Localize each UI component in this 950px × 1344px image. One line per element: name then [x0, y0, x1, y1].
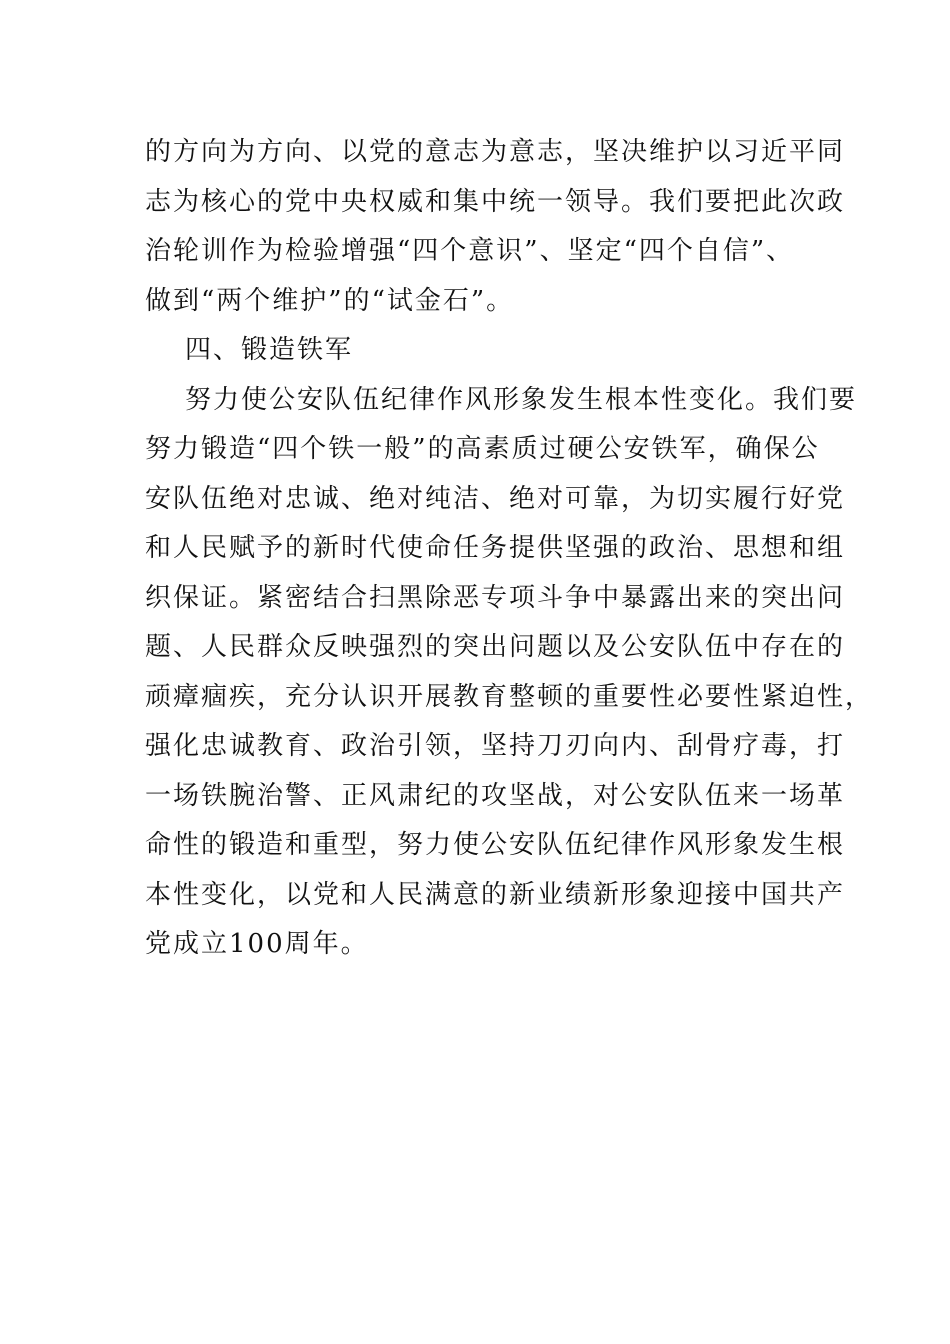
section-heading: 四、锻造铁军: [185, 335, 354, 365]
text-line: 题、人民群众反映强烈的突出问题以及公安队伍中存在的: [145, 632, 846, 662]
text-line: 努力使公安队伍纪律作风形象发生根本性变化。我们要: [185, 384, 858, 415]
text-line: 安队伍绝对忠诚、绝对纯洁、绝对可靠，为切实履行好党: [145, 483, 846, 514]
text-line: 党成立100周年。: [145, 929, 369, 959]
text-line: 本性变化，以党和人民满意的新业绩新形象迎接中国共产: [145, 879, 846, 910]
text-line: 顽瘴痼疾，充分认识开展教育整顿的重要性必要性紧迫性，: [145, 681, 874, 712]
document-body: [145, 128, 874, 970]
text-line: 治轮训作为检验增强“四个意识”、坚定“四个自信”、: [145, 236, 795, 266]
text-line: 志为核心的党中央权威和集中统一领导。我们要把此次政: [145, 186, 846, 217]
section-paragraph: [145, 376, 874, 970]
text-line: 织保证。紧密结合扫黑除恶专项斗争中暴露出来的突出问: [145, 582, 846, 613]
text-line: 做到“两个维护”的“试金石”。: [145, 285, 515, 316]
text-line: 强化忠诚教育、政治引领，坚持刀刃向内、刮骨疗毒，打: [145, 731, 846, 761]
text-line: 一场铁腕治警、正风肃纪的攻坚战，对公安队伍来一场革: [145, 780, 846, 811]
text-line: 努力锻造“四个铁一般”的高素质过硬公安铁军，确保公: [145, 434, 820, 464]
text-line: 的方向为方向、以党的意志为意志，坚决维护以习近平同: [145, 137, 846, 167]
text-line: 和人民赋予的新时代使命任务提供坚强的政治、思想和组: [145, 533, 846, 563]
paragraph-continued: [145, 128, 846, 326]
text-line: 命性的锻造和重型，努力使公安队伍纪律作风形象发生根: [145, 830, 846, 860]
